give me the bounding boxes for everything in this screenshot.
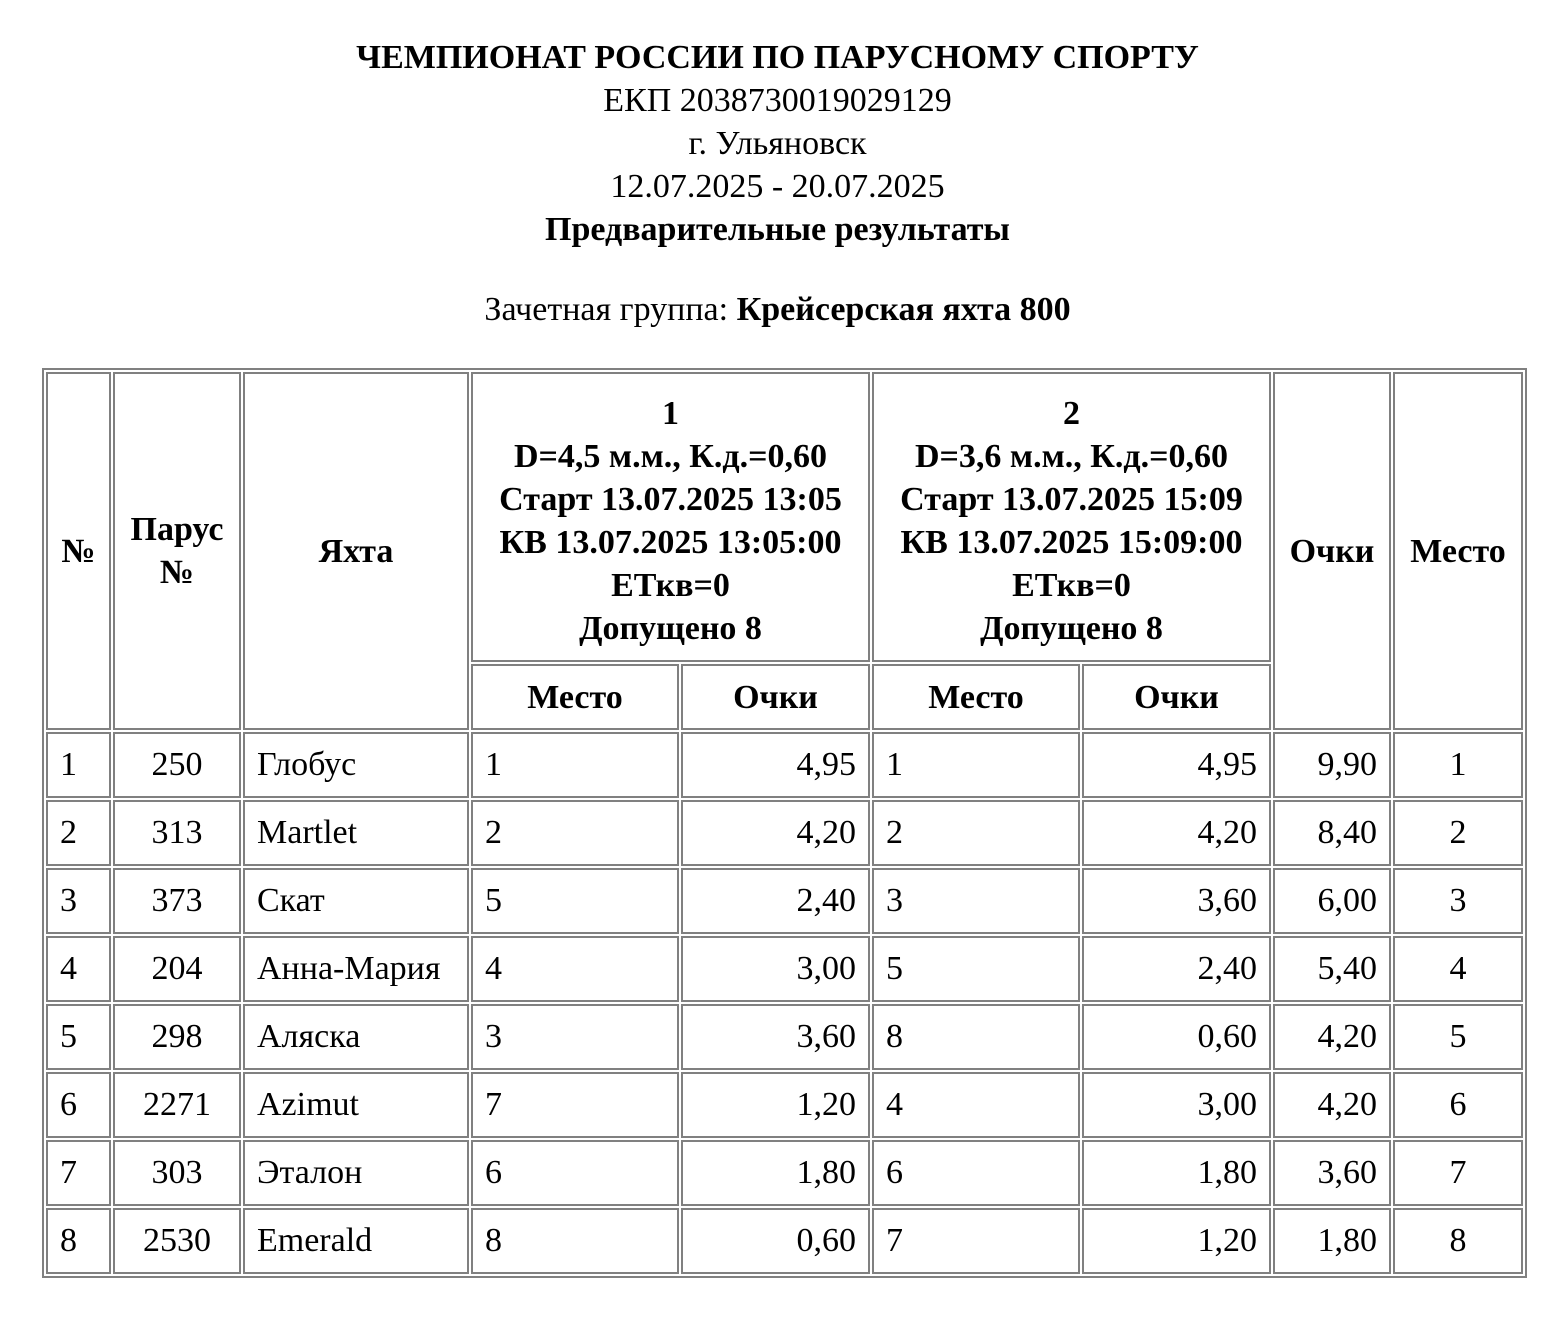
cell-yacht: Emerald [243,1208,469,1274]
cell-final-place: 3 [1393,868,1523,934]
cell-final-place: 8 [1393,1208,1523,1274]
cell-total-points: 4,20 [1273,1072,1391,1138]
cell-race-1-points: 3,00 [681,936,870,1002]
cell-num: 1 [46,732,111,798]
cell-yacht: Azimut [243,1072,469,1138]
ekp-number: ЕКП 2038730019029129 [603,82,952,119]
race-distance: D=4,5 м.м., К.д.=0,60 [514,438,827,475]
results-table [42,368,1527,1278]
cell-race-2-points: 2,40 [1082,936,1271,1002]
race-kv: КВ 13.07.2025 15:09:00 [900,524,1243,561]
cell-num: 5 [46,1004,111,1070]
cell-yacht: Анна-Мария [243,936,469,1002]
cell-race-1-place: 1 [471,732,679,798]
cell-sail: 303 [113,1140,241,1206]
race-2-points-header: Очки [1082,664,1271,730]
scoring-group-label: Зачетная группа: [484,291,729,328]
cell-race-1-place: 6 [471,1140,679,1206]
cell-sail: 2530 [113,1208,241,1274]
cell-race-1-place: 4 [471,936,679,1002]
table-row [46,936,1523,1002]
cell-num: 3 [46,868,111,934]
cell-num: 4 [46,936,111,1002]
cell-total-points: 4,20 [1273,1004,1391,1070]
cell-race-1-place: 5 [471,868,679,934]
cell-race-2-place: 8 [872,1004,1080,1070]
cell-sail: 313 [113,800,241,866]
race-number: 1 [662,395,679,432]
race-1-points-header: Очки [681,664,870,730]
cell-num: 6 [46,1072,111,1138]
cell-race-2-points: 4,20 [1082,800,1271,866]
cell-race-1-place: 8 [471,1208,679,1274]
column-header-place: Место [1393,372,1523,730]
cell-final-place: 5 [1393,1004,1523,1070]
table-row [46,1140,1523,1206]
cell-race-2-place: 7 [872,1208,1080,1274]
results-subtitle: Предварительные результаты [545,211,1010,248]
cell-total-points: 6,00 [1273,868,1391,934]
cell-race-1-points: 1,20 [681,1072,870,1138]
cell-race-2-points: 1,80 [1082,1140,1271,1206]
scoring-group-name: Крейсерская яхта 800 [736,291,1071,328]
cell-race-1-place: 2 [471,800,679,866]
cell-race-1-points: 3,60 [681,1004,870,1070]
event-dates: 12.07.2025 - 20.07.2025 [610,168,945,205]
cell-race-2-place: 3 [872,868,1080,934]
cell-yacht: Глобус [243,732,469,798]
column-header-num: № [46,372,111,730]
cell-sail: 250 [113,732,241,798]
cell-race-2-points: 3,00 [1082,1072,1271,1138]
race-2-place-header: Место [872,664,1080,730]
race-distance: D=3,6 м.м., К.д.=0,60 [915,438,1228,475]
cell-yacht: Скат [243,868,469,934]
cell-yacht: Аляска [243,1004,469,1070]
cell-total-points: 3,60 [1273,1140,1391,1206]
cell-race-1-place: 3 [471,1004,679,1070]
race-etkv: ЕТкв=0 [1012,567,1131,604]
header-row [46,372,1523,662]
cell-final-place: 1 [1393,732,1523,798]
cell-total-points: 1,80 [1273,1208,1391,1274]
cell-sail: 298 [113,1004,241,1070]
cell-yacht: Martlet [243,800,469,866]
cell-final-place: 4 [1393,936,1523,1002]
cell-sail: 204 [113,936,241,1002]
race-start: Старт 13.07.2025 13:05 [499,481,842,518]
cell-final-place: 2 [1393,800,1523,866]
table-row [46,1208,1523,1274]
cell-yacht: Эталон [243,1140,469,1206]
race-admitted: Допущено 8 [579,610,762,647]
column-header-points: Очки [1273,372,1391,730]
cell-race-1-points: 4,20 [681,800,870,866]
cell-final-place: 7 [1393,1140,1523,1206]
cell-race-1-place: 7 [471,1072,679,1138]
cell-sail: 373 [113,868,241,934]
cell-race-1-points: 2,40 [681,868,870,934]
cell-race-2-place: 6 [872,1140,1080,1206]
cell-race-2-place: 2 [872,800,1080,866]
race-number: 2 [1063,395,1080,432]
race-etkv: ЕТкв=0 [611,567,730,604]
table-row [46,1072,1523,1138]
race-1-place-header: Место [471,664,679,730]
table-row [46,1004,1523,1070]
table-row [46,732,1523,798]
scoring-group [0,288,1555,331]
race-kv: КВ 13.07.2025 13:05:00 [499,524,842,561]
cell-race-2-points: 4,95 [1082,732,1271,798]
cell-race-2-points: 1,20 [1082,1208,1271,1274]
column-header-sail: Парус № [113,372,241,730]
results-body [46,732,1523,1274]
race-1-header [471,372,870,662]
cell-total-points: 8,40 [1273,800,1391,866]
cell-race-1-points: 1,80 [681,1140,870,1206]
cell-sail: 2271 [113,1072,241,1138]
cell-race-1-points: 4,95 [681,732,870,798]
cell-race-2-place: 1 [872,732,1080,798]
table-row [46,868,1523,934]
cell-race-2-points: 3,60 [1082,868,1271,934]
race-admitted: Допущено 8 [980,610,1163,647]
cell-num: 8 [46,1208,111,1274]
cell-race-2-points: 0,60 [1082,1004,1271,1070]
cell-race-1-points: 0,60 [681,1208,870,1274]
cell-race-2-place: 4 [872,1072,1080,1138]
race-2-header [872,372,1271,662]
document-header [0,36,1555,251]
column-header-yacht: Яхта [243,372,469,730]
race-start: Старт 13.07.2025 15:09 [900,481,1243,518]
cell-final-place: 6 [1393,1072,1523,1138]
cell-total-points: 9,90 [1273,732,1391,798]
championship-title: ЧЕМПИОНАТ РОССИИ ПО ПАРУСНОМУ СПОРТУ [356,39,1199,76]
cell-num: 2 [46,800,111,866]
cell-total-points: 5,40 [1273,936,1391,1002]
city: г. Ульяновск [688,125,867,162]
table-row [46,800,1523,866]
cell-race-2-place: 5 [872,936,1080,1002]
cell-num: 7 [46,1140,111,1206]
